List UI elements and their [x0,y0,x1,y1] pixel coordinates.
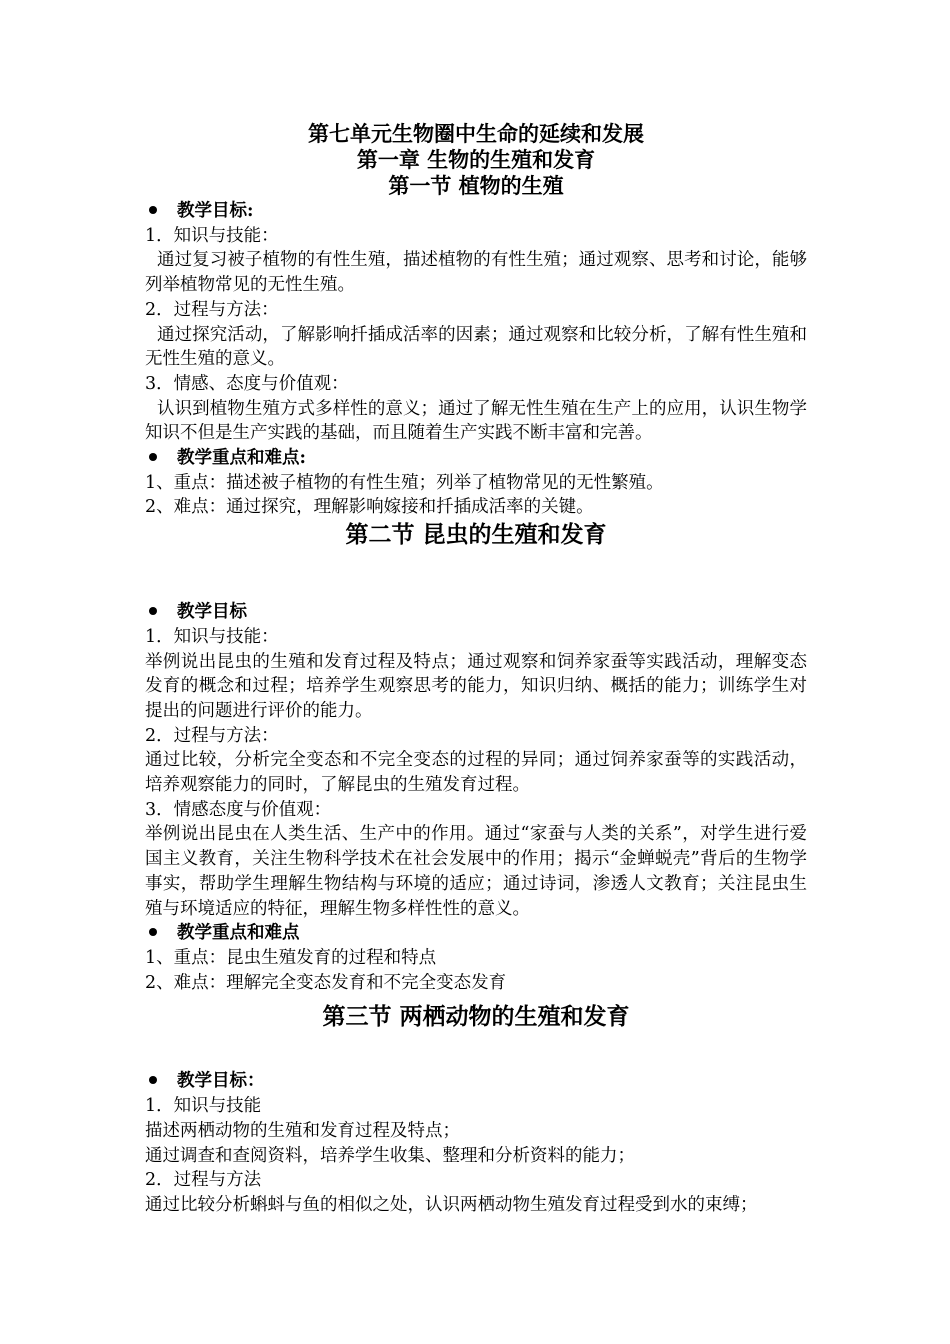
s1-knowledge-text: 通过复习被子植物的有性生殖，描述植物的有性生殖；通过观察、思考和讨论，能够列举植物常见的无性生殖。 [145,250,807,296]
s2-key-heading: 教学重点和难点 [145,921,807,946]
s3-knowledge-line-1: 描述两栖动物的生殖和发育过程及特点； [145,1120,460,1141]
s1-knowledge-label: 1．知识与技能： [145,225,279,246]
s3-knowledge-label: 1．知识与技能 [145,1096,262,1117]
s3-process-label: 2．过程与方法 [145,1170,262,1191]
s3-process-line-1: 通过比较分析蝌蚪与鱼的相似之处，认识两栖动物生殖发育过程受到水的束缚； [145,1194,758,1215]
s1-key-heading: 教学重点和难点: [145,446,807,471]
s1-emotion-text: 认识到植物生殖方式多样性的意义；通过了解无性生殖在生产上的应用，认识生物学知识不但是生产实践的基础，而且随着生产实践不断丰富和完善。 [145,398,807,444]
s2-emotion-text: 举例说出昆虫在人类生活、生产中的作用。通过“家蚕与人类的关系”，对学生进行爱国主义教育，关注生物科学技术在社会发展中的作用；揭示“金蝉蜕壳”背后的生物学事实，帮助学生理解生物结构与环境的适应；通过诗词，渗透人文教育；关注昆虫生殖与环境适应的特征，理解生物多样性性的意义。 [145,824,807,919]
s2-process-label: 2．过程与方法： [145,725,279,746]
s1-process-label: 2．过程与方法： [145,299,279,320]
s2-difficulty: 2、难点：理解完全变态发育和不完全变态发育 [145,972,507,993]
section-1-title: 第一节 植物的生殖 [388,173,564,198]
section-3-title: 第三节 两栖动物的生殖和发育 [322,1003,630,1031]
s2-emotion-label: 3．情感态度与价值观： [145,799,332,820]
s1-key-point: 1、重点：描述被子植物的有性生殖；列举了植物常见的无性繁殖。 [145,472,664,493]
s1-emotion-label: 3．情感、态度与价值观： [145,373,349,394]
bullet-icon [149,928,157,936]
s2-knowledge-label: 1．知识与技能： [145,626,279,647]
section-2-title: 第二节 昆虫的生殖和发育 [345,521,607,549]
s2-process-text: 通过比较，分析完全变态和不完全变态的过程的异同；通过饲养家蚕等的实践活动，培养观察能力的同时，了解昆虫的生殖发育过程。 [145,750,807,796]
bullet-icon [149,206,157,214]
s1-difficulty: 2、难点：通过探究，理解影响嫁接和扦插成活率的关键。 [145,497,594,518]
unit-title: 第七单元生物圈中生命的延续和发展 [308,121,644,146]
s2-goals-heading: 教学目标 [145,600,807,625]
s2-key-point: 1、重点：昆虫生殖发育的过程和特点 [145,947,437,968]
document-body [145,121,807,1218]
s3-knowledge-line-2: 通过调查和查阅资料，培养学生收集、整理和分析资料的能力； [145,1145,635,1166]
s2-knowledge-text: 举例说出昆虫的生殖和发育过程及特点；通过观察和饲养家蚕等实践活动，理解变态发育的概念和过程；培养学生观察思考的能力，知识归纳、概括的能力；训练学生对提出的问题进行评价的能力。 [145,651,807,721]
bullet-icon [149,1076,157,1084]
s1-goals-heading: 教学目标: [145,199,807,224]
bullet-icon [149,453,157,461]
s3-goals-heading: 教学目标： [145,1069,807,1094]
bullet-icon [149,607,157,615]
chapter-title: 第一章 生物的生殖和发育 [356,147,596,172]
s1-process-text: 通过探究活动，了解影响扦插成活率的因素；通过观察和比较分析，了解有性生殖和无性生殖的意义。 [145,324,807,370]
